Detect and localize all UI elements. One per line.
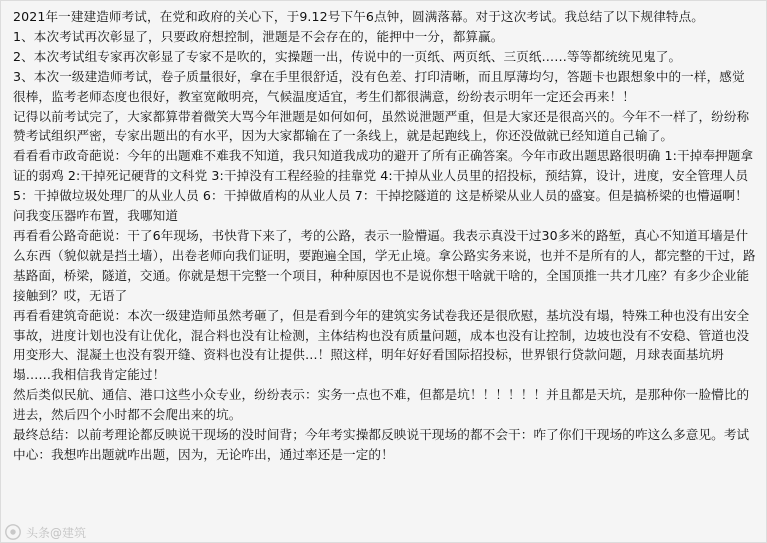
paragraph-municipal: 看看看市政奇葩说：今年的出题难不难我不知道，我只知道我成功的避开了所有正确答案。今年市政出题思路很明确 1:干掉奉押题拿证的弱鸡 2:干掉死记硬背的文科党 3:干掉没有工程经验的挂靠党 4:干掉从业人员里的招投标，预结算，设计，进度，安全管理人员 5：干掉做垃圾处理厂的从业人员 6：干掉做盾构的从业人员 7：干掉挖隧道的 这是桥梁从业人员的盛宴。但是搞桥梁的也懵逼啊！问我变压器咋布置，我哪知道 — [13, 148, 754, 224]
paragraph-memory: 记得以前考试完了，大家都算带着微笑大骂今年泄题是如何如何，虽然说泄题严重，但是大家还是很高兴的。今年不一样了，纷纷称赞考试组织严密，专家出题出的有水平，因为大家都输在了一条线上，就是起跑线上，你还没做就已经知道自己输了。 — [13, 108, 750, 144]
watermark-text: 头条@建筑 — [26, 525, 87, 540]
paragraph-minor-majors: 然后类似民航、通信、港口这些小众专业，纷纷表示：实务一点也不难，但都是坑！！！！！！并且都是天坑，是那种你一脸懵比的进去，然后四个小时都不会爬出来的坑。 — [13, 387, 750, 423]
paragraph-highway: 再看看公路奇葩说：干了6年现场，书快背下来了，考的公路，表示一脸懵逼。我表示真没干过30多米的路堑，真心不知道耳墙是什么东西（貌似就是挡土墙），出卷老师向我们证明，要跑遍全国，学无止境。拿公路实务来说，也并不是所有的人，都完整的干过，路基路面，桥梁，隧道，交通。你就是想干完整一个项目，种种原因也不是说你想干啥就干啥的，全国顶推一共才几座？有多少企业能接触到？哎，无语了 — [13, 227, 756, 303]
paragraph-point-3: 3、本次一级建造师考试，卷子质量很好，拿在手里很舒适，没有色差、打印清晰，而且厚薄均匀，答题卡也跟想象中的一样，感觉很棒，监考老师态度也很好，教室宽敞明亮，气候温度适宜，考生们都很满意，纷纷表示明年一定还会再来！！ — [13, 68, 745, 104]
paragraph-point-1: 1、本次考试再次彰显了，只要政府想控制，泄题是不会存在的，能押中一分，都算赢。 — [13, 28, 504, 44]
paragraph-intro: 2021年一建建造师考试，在党和政府的关心下，于9.12号下午6点钟，圆满落幕。对于这次考试。我总结了以下规律特点。 — [13, 9, 704, 24]
paragraph-conclusion: 最终总结：以前考理论都反映说干现场的没时间背；今年考实操都反映说干现场的都不会干：咋了你们干现场的咋这么多意见。考试中心：我想咋出题就咋出题，因为，无论咋出，通过率还是一定的！ — [13, 427, 750, 462]
paragraph-construction: 再看看建筑奇葩说：本次一级建造师虽然考砸了，但是看到今年的建筑实务试卷我还是很欣慰，基坑没有塌，特殊工种也没有出安全事故，进度计划也没有让优化，混合料也没有让检测，主体结构也没有质量问题，成本也没有让控制，边坡也没有不安稳、管道也没用变形大、混凝土也没有裂开缝、资料也没有让提供…！照这样，明年好好看国际招投标，世界银行贷款问题，月球表面基坑坍塌……我相信我肯定能过！ — [13, 307, 750, 383]
paragraph-point-2: 2、本次考试组专家再次彰显了专家不是吹的，实操题一出，传说中的一页纸、两页纸、三页纸……等等都统统见鬼了。 — [13, 48, 682, 64]
